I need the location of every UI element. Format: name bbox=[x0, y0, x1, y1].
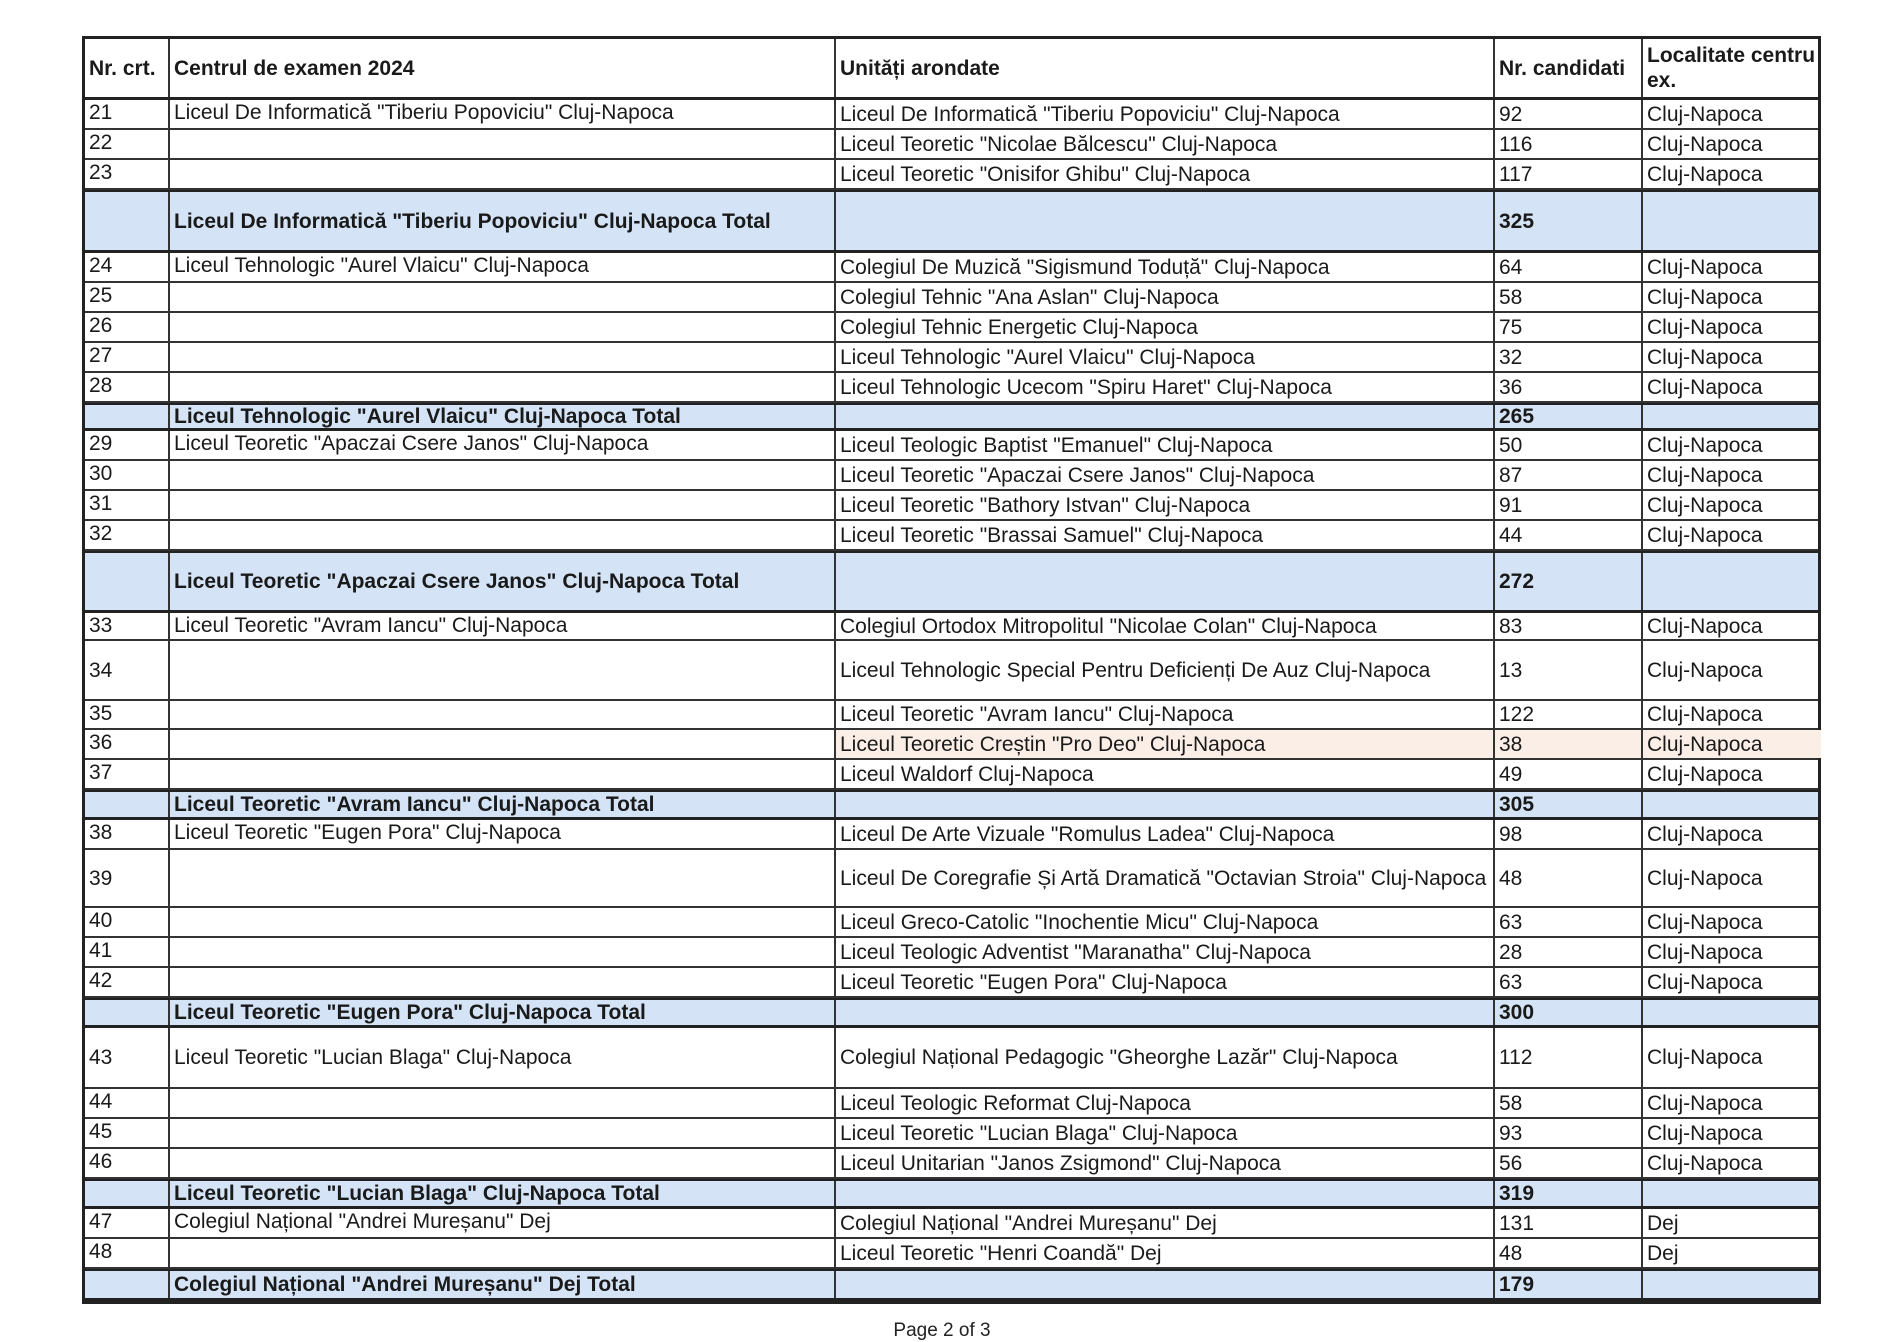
table-row bbox=[85, 850, 1818, 908]
exam-center: Colegiul Național "Andrei Mureșanu" Dej bbox=[168, 1209, 834, 1237]
exam-center bbox=[168, 968, 834, 996]
candidate-count: 36 bbox=[1493, 373, 1641, 401]
table-row bbox=[85, 130, 1818, 160]
assigned-unit: Liceul De Informatică "Tiberiu Popoviciu" Cluj-Napoca bbox=[834, 100, 1493, 128]
assigned-unit: Liceul Greco-Catolic "Inochentie Micu" Cluj-Napoca bbox=[834, 908, 1493, 936]
row-number: 36 bbox=[89, 731, 113, 754]
exam-center: Liceul Teoretic "Apaczai Csere Janos" Cluj-Napoca bbox=[168, 431, 834, 459]
locality: Cluj-Napoca bbox=[1641, 130, 1821, 158]
table-row bbox=[85, 1089, 1818, 1119]
exam-center bbox=[168, 701, 834, 728]
assigned-unit: Liceul Tehnologic "Aurel Vlaicu" Cluj-Napoca bbox=[834, 343, 1493, 371]
assigned-unit: Colegiul Național Pedagogic "Gheorghe Lazăr" Cluj-Napoca bbox=[834, 1028, 1493, 1087]
candidate-count: 305 bbox=[1493, 792, 1641, 817]
exam-center bbox=[168, 521, 834, 549]
exam-center bbox=[168, 1089, 834, 1117]
locality: Cluj-Napoca bbox=[1641, 701, 1821, 728]
candidate-count: 63 bbox=[1493, 908, 1641, 936]
candidate-count: 32 bbox=[1493, 343, 1641, 371]
locality: Cluj-Napoca bbox=[1641, 1149, 1821, 1177]
locality: Cluj-Napoca bbox=[1641, 938, 1821, 966]
row-number bbox=[85, 1000, 168, 1025]
locality: Cluj-Napoca bbox=[1641, 730, 1821, 758]
candidate-count: 265 bbox=[1493, 405, 1641, 428]
total-row bbox=[85, 1179, 1818, 1209]
assigned-unit: Liceul Teoretic "Bathory Istvan" Cluj-Napoca bbox=[834, 491, 1493, 519]
assigned-unit bbox=[834, 1181, 1493, 1206]
row-number bbox=[85, 405, 168, 428]
row-number: 33 bbox=[89, 614, 113, 637]
exam-center bbox=[168, 730, 834, 758]
row-number: 30 bbox=[89, 462, 113, 485]
candidate-count: 98 bbox=[1493, 820, 1641, 848]
candidate-count: 83 bbox=[1493, 613, 1641, 639]
row-number: 29 bbox=[89, 432, 113, 455]
exam-center bbox=[168, 850, 834, 906]
exam-center bbox=[168, 461, 834, 489]
locality: Cluj-Napoca bbox=[1641, 1119, 1821, 1147]
candidate-count: 272 bbox=[1493, 553, 1641, 610]
candidate-count: 300 bbox=[1493, 1000, 1641, 1025]
table-row bbox=[85, 701, 1818, 730]
exam-center bbox=[168, 1119, 834, 1147]
exam-center: Liceul Teoretic "Avram Iancu" Cluj-Napoca bbox=[168, 613, 834, 639]
assigned-unit: Liceul Teoretic "Onisifor Ghibu" Cluj-Napoca bbox=[834, 160, 1493, 188]
table-row bbox=[85, 1149, 1818, 1179]
locality: Cluj-Napoca bbox=[1641, 613, 1821, 639]
locality: Cluj-Napoca bbox=[1641, 521, 1821, 549]
candidate-count: 48 bbox=[1493, 1239, 1641, 1267]
row-number: 43 bbox=[89, 1046, 113, 1069]
table-row bbox=[85, 820, 1818, 850]
exam-centers-table bbox=[82, 36, 1821, 1304]
locality: Cluj-Napoca bbox=[1641, 1089, 1821, 1117]
row-number: 23 bbox=[89, 161, 113, 184]
candidate-count: 58 bbox=[1493, 1089, 1641, 1117]
locality: Cluj-Napoca bbox=[1641, 343, 1821, 371]
row-number: 28 bbox=[89, 374, 113, 397]
assigned-unit: Liceul Unitarian "Janos Zsigmond" Cluj-Napoca bbox=[834, 1149, 1493, 1177]
table-row bbox=[85, 431, 1818, 461]
header-units: Unități arondate bbox=[834, 39, 1493, 97]
assigned-unit: Liceul Teoretic "Apaczai Csere Janos" Cluj-Napoca bbox=[834, 461, 1493, 489]
locality: Cluj-Napoca bbox=[1641, 313, 1821, 341]
exam-center bbox=[168, 313, 834, 341]
locality: Cluj-Napoca bbox=[1641, 850, 1821, 906]
candidate-count: 112 bbox=[1493, 1028, 1641, 1087]
assigned-unit: Colegiul Tehnic Energetic Cluj-Napoca bbox=[834, 313, 1493, 341]
assigned-unit: Liceul Waldorf Cluj-Napoca bbox=[834, 760, 1493, 788]
candidate-count: 93 bbox=[1493, 1119, 1641, 1147]
assigned-unit: Liceul Teoretic "Avram Iancu" Cluj-Napoca bbox=[834, 701, 1493, 728]
candidate-count: 116 bbox=[1493, 130, 1641, 158]
table-row bbox=[85, 613, 1818, 641]
assigned-unit: Liceul Teoretic "Henri Coandă" Dej bbox=[834, 1239, 1493, 1267]
exam-center: Colegiul Național "Andrei Mureșanu" Dej Total bbox=[168, 1271, 834, 1298]
row-number: 44 bbox=[89, 1090, 113, 1113]
candidate-count: 91 bbox=[1493, 491, 1641, 519]
total-row bbox=[85, 551, 1818, 613]
exam-center: Liceul De Informatică "Tiberiu Popoviciu" Cluj-Napoca Total bbox=[168, 192, 834, 250]
table-row bbox=[85, 1209, 1818, 1239]
assigned-unit: Liceul Teoretic Creștin "Pro Deo" Cluj-Napoca bbox=[834, 730, 1493, 758]
candidate-count: 64 bbox=[1493, 253, 1641, 281]
header-localitate: Localitate centru ex. bbox=[1641, 39, 1821, 97]
exam-center: Liceul Teoretic "Lucian Blaga" Cluj-Napoca Total bbox=[168, 1181, 834, 1206]
table-row bbox=[85, 160, 1818, 190]
candidate-count: 92 bbox=[1493, 100, 1641, 128]
table-row bbox=[85, 253, 1818, 283]
locality: Cluj-Napoca bbox=[1641, 373, 1821, 401]
table-row bbox=[85, 1239, 1818, 1269]
assigned-unit: Liceul Teoretic "Brassai Samuel" Cluj-Napoca bbox=[834, 521, 1493, 549]
locality: Cluj-Napoca bbox=[1641, 160, 1821, 188]
row-number: 37 bbox=[89, 761, 113, 784]
assigned-unit bbox=[834, 1000, 1493, 1025]
locality: Dej bbox=[1641, 1209, 1821, 1237]
row-number: 25 bbox=[89, 284, 113, 307]
row-number: 21 bbox=[89, 101, 113, 124]
exam-center: Liceul De Informatică "Tiberiu Popoviciu" Cluj-Napoca bbox=[168, 100, 834, 128]
table-row bbox=[85, 908, 1818, 938]
row-number: 24 bbox=[89, 254, 113, 277]
table-header bbox=[85, 39, 1818, 100]
assigned-unit: Liceul Teoretic "Lucian Blaga" Cluj-Napoca bbox=[834, 1119, 1493, 1147]
assigned-unit: Liceul Teoretic "Eugen Pora" Cluj-Napoca bbox=[834, 968, 1493, 996]
candidate-count: 48 bbox=[1493, 850, 1641, 906]
locality bbox=[1641, 405, 1821, 428]
row-number: 48 bbox=[89, 1240, 113, 1263]
candidate-count: 319 bbox=[1493, 1181, 1641, 1206]
assigned-unit bbox=[834, 192, 1493, 250]
row-number: 27 bbox=[89, 344, 113, 367]
header-nr-candidati: Nr. candidati bbox=[1493, 39, 1641, 97]
header-center: Centrul de examen 2024 bbox=[168, 39, 834, 97]
exam-center: Liceul Teoretic "Apaczai Csere Janos" Cluj-Napoca Total bbox=[168, 553, 834, 610]
candidate-count: 38 bbox=[1493, 730, 1641, 758]
candidate-count: 28 bbox=[1493, 938, 1641, 966]
table-row bbox=[85, 968, 1818, 998]
total-row bbox=[85, 790, 1818, 820]
candidate-count: 63 bbox=[1493, 968, 1641, 996]
row-number: 22 bbox=[89, 131, 113, 154]
exam-center bbox=[168, 343, 834, 371]
locality: Cluj-Napoca bbox=[1641, 100, 1821, 128]
candidate-count: 117 bbox=[1493, 160, 1641, 188]
row-number: 40 bbox=[89, 909, 113, 932]
table-row bbox=[85, 313, 1818, 343]
exam-center bbox=[168, 1149, 834, 1177]
locality bbox=[1641, 1271, 1821, 1298]
row-number: 39 bbox=[89, 866, 113, 890]
exam-center: Liceul Teoretic "Avram Iancu" Cluj-Napoca Total bbox=[168, 792, 834, 817]
candidate-count: 58 bbox=[1493, 283, 1641, 311]
exam-center: Liceul Teoretic "Eugen Pora" Cluj-Napoca bbox=[168, 820, 834, 848]
assigned-unit: Colegiul Ortodox Mitropolitul "Nicolae Colan" Cluj-Napoca bbox=[834, 613, 1493, 639]
exam-center bbox=[168, 373, 834, 401]
exam-center bbox=[168, 130, 834, 158]
row-number bbox=[85, 1271, 168, 1298]
assigned-unit: Liceul Teologic Reformat Cluj-Napoca bbox=[834, 1089, 1493, 1117]
total-row bbox=[85, 998, 1818, 1028]
locality: Cluj-Napoca bbox=[1641, 491, 1821, 519]
assigned-unit bbox=[834, 405, 1493, 428]
row-number bbox=[85, 792, 168, 817]
candidate-count: 122 bbox=[1493, 701, 1641, 728]
assigned-unit bbox=[834, 1271, 1493, 1298]
row-number: 42 bbox=[89, 969, 113, 992]
exam-center bbox=[168, 491, 834, 519]
assigned-unit bbox=[834, 792, 1493, 817]
exam-center: Liceul Teoretic "Eugen Pora" Cluj-Napoca Total bbox=[168, 1000, 834, 1025]
exam-center bbox=[168, 760, 834, 788]
candidate-count: 325 bbox=[1493, 192, 1641, 250]
table-row bbox=[85, 461, 1818, 491]
locality: Dej bbox=[1641, 1239, 1821, 1267]
locality: Cluj-Napoca bbox=[1641, 431, 1821, 459]
locality bbox=[1641, 792, 1821, 817]
row-number: 26 bbox=[89, 314, 113, 337]
assigned-unit: Liceul Teoretic "Nicolae Bălcescu" Cluj-Napoca bbox=[834, 130, 1493, 158]
table-row bbox=[85, 730, 1818, 760]
assigned-unit: Liceul Tehnologic Special Pentru Deficienți De Auz Cluj-Napoca bbox=[834, 641, 1493, 699]
exam-center bbox=[168, 283, 834, 311]
assigned-unit: Liceul Tehnologic Ucecom "Spiru Haret" Cluj-Napoca bbox=[834, 373, 1493, 401]
locality: Cluj-Napoca bbox=[1641, 1028, 1821, 1087]
candidate-count: 44 bbox=[1493, 521, 1641, 549]
row-number: 38 bbox=[89, 821, 113, 844]
assigned-unit: Liceul De Coregrafie Și Artă Dramatică "Octavian Stroia" Cluj-Napoca bbox=[834, 850, 1493, 906]
locality bbox=[1641, 1000, 1821, 1025]
row-number bbox=[85, 1181, 168, 1206]
assigned-unit: Colegiul Național "Andrei Mureșanu" Dej bbox=[834, 1209, 1493, 1237]
row-number: 46 bbox=[89, 1150, 113, 1173]
locality: Cluj-Napoca bbox=[1641, 283, 1821, 311]
assigned-unit: Colegiul De Muzică "Sigismund Toduță" Cluj-Napoca bbox=[834, 253, 1493, 281]
page-number: Page 2 of 3 bbox=[893, 1320, 991, 1341]
total-row bbox=[85, 1269, 1818, 1301]
row-number: 32 bbox=[89, 522, 113, 545]
exam-center bbox=[168, 641, 834, 699]
locality bbox=[1641, 192, 1821, 250]
header-nr-crt: Nr. crt. bbox=[89, 56, 156, 80]
locality bbox=[1641, 553, 1821, 610]
table-row bbox=[85, 100, 1818, 130]
exam-center: Liceul Teoretic "Lucian Blaga" Cluj-Napoca bbox=[168, 1028, 834, 1087]
exam-center bbox=[168, 1239, 834, 1267]
exam-center: Liceul Tehnologic "Aurel Vlaicu" Cluj-Napoca bbox=[168, 253, 834, 281]
row-number: 34 bbox=[89, 658, 113, 682]
table-row bbox=[85, 641, 1818, 701]
exam-center bbox=[168, 160, 834, 188]
candidate-count: 49 bbox=[1493, 760, 1641, 788]
candidate-count: 131 bbox=[1493, 1209, 1641, 1237]
row-number: 35 bbox=[89, 702, 113, 725]
candidate-count: 75 bbox=[1493, 313, 1641, 341]
row-number bbox=[85, 553, 168, 610]
table-row bbox=[85, 1119, 1818, 1149]
exam-center bbox=[168, 908, 834, 936]
row-number: 47 bbox=[89, 1210, 113, 1233]
locality: Cluj-Napoca bbox=[1641, 461, 1821, 489]
candidate-count: 87 bbox=[1493, 461, 1641, 489]
assigned-unit: Colegiul Tehnic "Ana Aslan" Cluj-Napoca bbox=[834, 283, 1493, 311]
assigned-unit: Liceul Teologic Adventist "Maranatha" Cluj-Napoca bbox=[834, 938, 1493, 966]
assigned-unit: Liceul Teologic Baptist "Emanuel" Cluj-Napoca bbox=[834, 431, 1493, 459]
table-row bbox=[85, 1028, 1818, 1089]
candidate-count: 56 bbox=[1493, 1149, 1641, 1177]
locality: Cluj-Napoca bbox=[1641, 253, 1821, 281]
locality: Cluj-Napoca bbox=[1641, 908, 1821, 936]
row-number bbox=[85, 192, 168, 250]
candidate-count: 50 bbox=[1493, 431, 1641, 459]
locality: Cluj-Napoca bbox=[1641, 968, 1821, 996]
total-row bbox=[85, 190, 1818, 253]
table-row bbox=[85, 938, 1818, 968]
row-number: 31 bbox=[89, 492, 113, 515]
candidate-count: 13 bbox=[1493, 641, 1641, 699]
candidate-count: 179 bbox=[1493, 1271, 1641, 1298]
row-number: 45 bbox=[89, 1120, 113, 1143]
locality: Cluj-Napoca bbox=[1641, 820, 1821, 848]
exam-center: Liceul Tehnologic "Aurel Vlaicu" Cluj-Napoca Total bbox=[168, 405, 834, 428]
exam-center bbox=[168, 938, 834, 966]
table-row bbox=[85, 283, 1818, 313]
table-row bbox=[85, 760, 1818, 790]
assigned-unit: Liceul De Arte Vizuale "Romulus Ladea" Cluj-Napoca bbox=[834, 820, 1493, 848]
total-row bbox=[85, 403, 1818, 431]
locality bbox=[1641, 1181, 1821, 1206]
locality: Cluj-Napoca bbox=[1641, 760, 1821, 788]
table-row bbox=[85, 521, 1818, 551]
table-row bbox=[85, 491, 1818, 521]
locality: Cluj-Napoca bbox=[1641, 641, 1821, 699]
table-row bbox=[85, 373, 1818, 403]
row-number: 41 bbox=[89, 939, 113, 962]
table-row bbox=[85, 343, 1818, 373]
assigned-unit bbox=[834, 553, 1493, 610]
